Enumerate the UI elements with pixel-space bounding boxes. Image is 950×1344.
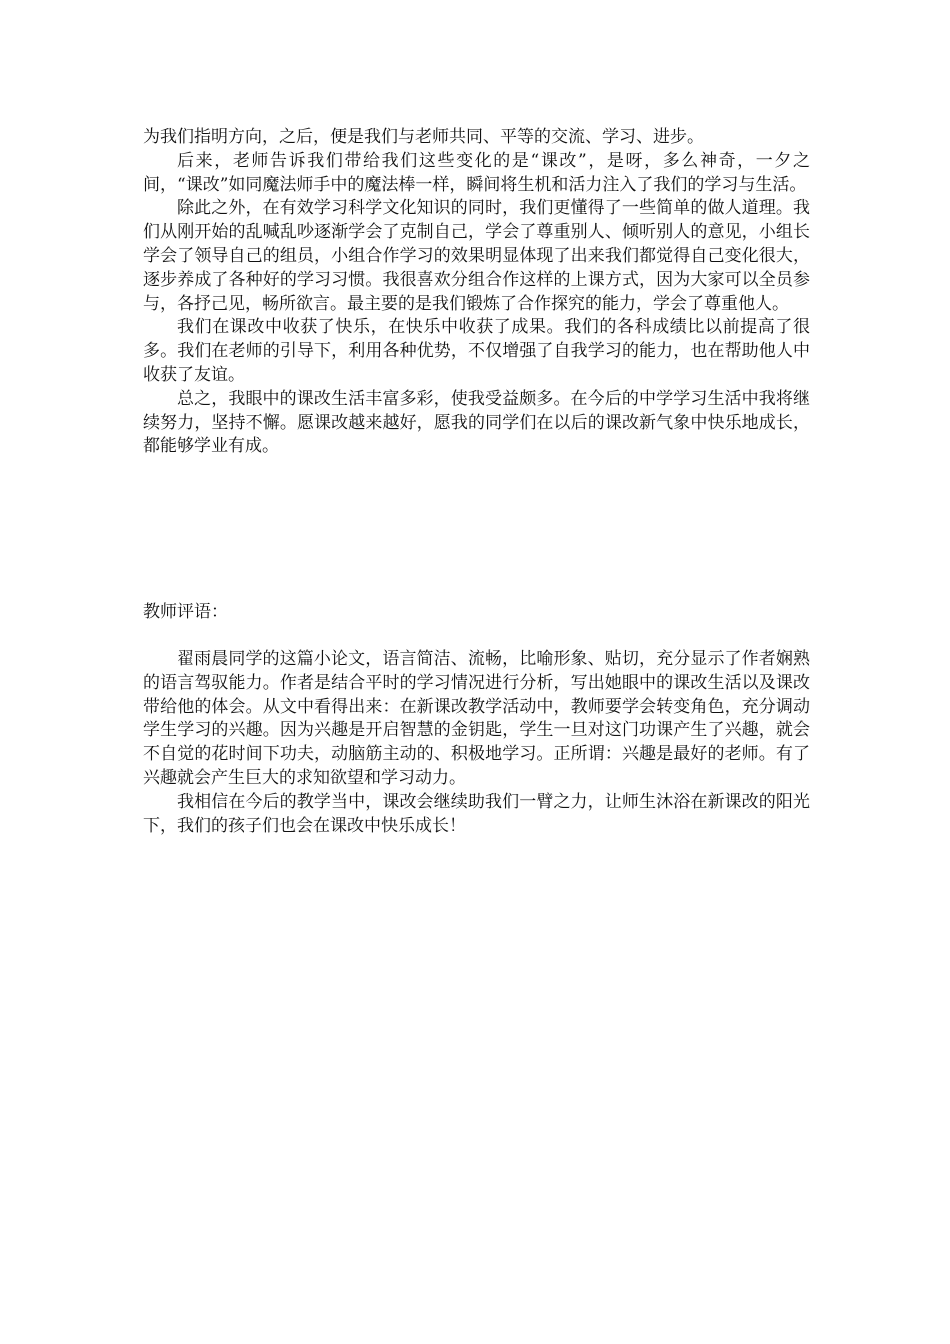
essay-paragraph: 除此之外，在有效学习科学文化知识的同时，我们更懂得了一些简单的做人道理。我们从刚开始的乱喊乱吵逐渐学会了克制自己，学会了尊重别人、倾听别人的意见，小组长学会了领导自己的组员，小组合作学习的效果明显体现了出来我们都觉得自己变化很大，逐步养成了各种好的学习习惯。我很喜欢分组合作这样的上课方式，因为大家可以全员参与，各抒己见，畅所欲言。最主要的是我们锻炼了合作探究的能力，学会了尊重他人。 bbox=[143, 198, 810, 314]
essay-paragraph: 总之，我眼中的课改生活丰富多彩，使我受益颇多。在今后的中学学习生活中我将继续努力，坚持不懈。愿课改越来越好，愿我的同学们在以后的课改新气象中快乐地成长，都能够学业有成。 bbox=[143, 388, 810, 457]
teacher-comment-body bbox=[143, 648, 810, 838]
teacher-comment-heading: 教师评语： bbox=[143, 602, 228, 622]
essay-paragraph: 后来，老师告诉我们带给我们这些变化的是“课改”，是呀，多么神奇，一夕之间，“课改”如同魔法师手中的魔法棒一样，瞬间将生机和活力注入了我们的学习与生活。 bbox=[143, 150, 810, 195]
essay-paragraph-continuation: 为我们指明方向，之后，便是我们与老师共同、平等的交流、学习、进步。 bbox=[143, 127, 704, 147]
comment-paragraph: 我相信在今后的教学当中，课改会继续助我们一臂之力，让师生沐浴在新课改的阳光下，我们的孩子们也会在课改中快乐成长！ bbox=[143, 791, 810, 836]
essay-paragraph: 我们在课改中收获了快乐，在快乐中收获了成果。我们的各科成绩比以前提高了很多。我们在老师的引导下，利用各种优势，不仅增强了自我学习的能力，也在帮助他人中收获了友谊。 bbox=[143, 317, 810, 385]
comment-paragraph: 翟雨晨同学的这篇小论文，语言简洁、流畅，比喻形象、贴切，充分显示了作者娴熟的语言驾驭能力。作者是结合平时的学习情况进行分析，写出她眼中的课改生活以及课改带给他的体会。从文中看得出来：在新课改教学活动中，教师要学会转变角色，充分调动学生学习的兴趣。因为兴趣是开启智慧的金钥匙，学生一旦对这门功课产生了兴趣，就会不自觉的花时间下功夫，动脑筋主动的、积极地学习。正所谓：兴趣是最好的老师。有了兴趣就会产生巨大的求知欲望和学习动力。 bbox=[143, 649, 810, 788]
essay-body bbox=[143, 126, 810, 459]
